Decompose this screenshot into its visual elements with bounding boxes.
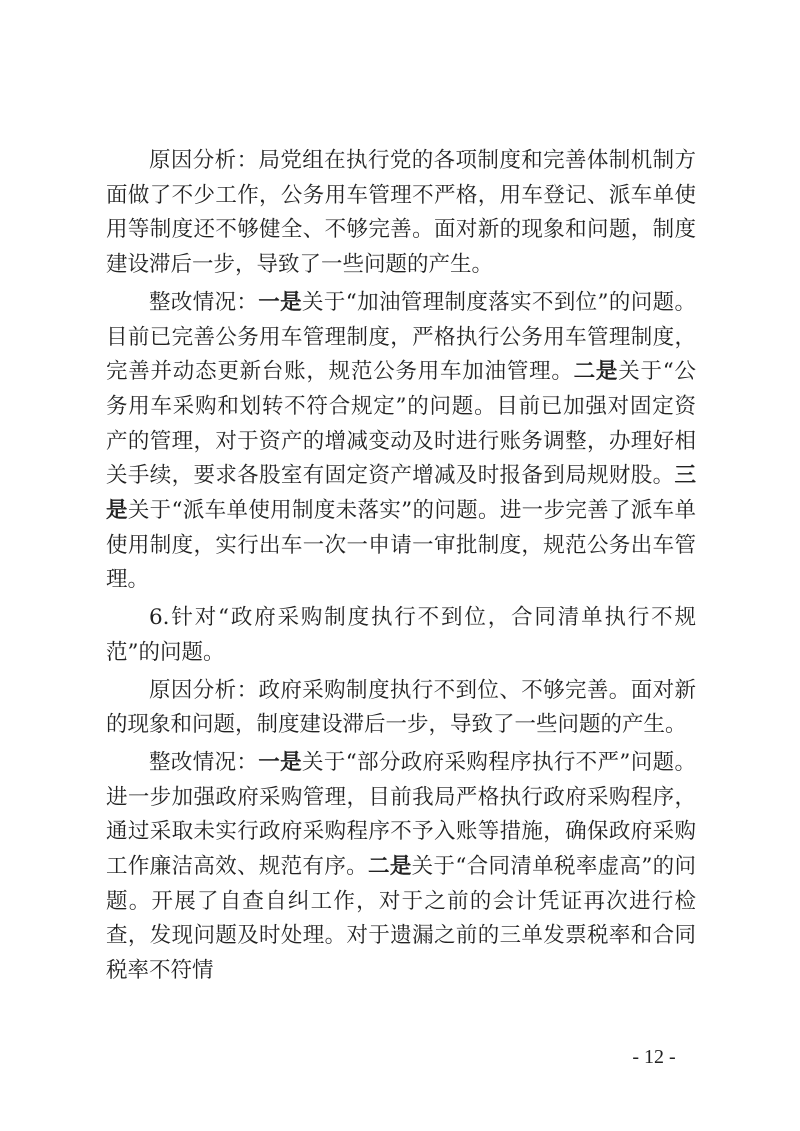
paragraph-rectification-procurement	[106, 746, 696, 989]
paragraph-text: 原因分析：局党组在执行党的各项制度和完善体制机制方面做了不少工作，公务用车管理不严格，用车登记、派车单使用等制度还不够健全、不够完善。面对新的现象和问题，制度建设滞后一步，导致了一些问题的产生。	[106, 148, 696, 278]
document-body	[106, 144, 696, 989]
paragraph-text: 整改情况：	[149, 289, 259, 315]
item-marker-two: 二是	[573, 359, 619, 385]
item-marker-three: 三是	[106, 463, 696, 524]
item-marker-one: 一是	[258, 749, 303, 775]
paragraph-text: 原因分析：政府采购制度执行不到位、不够完善。面对新的现象和问题，制度建设滞后一步，导致了一些问题的产生。	[106, 677, 696, 738]
item-marker-one: 一是	[258, 289, 303, 315]
paragraph-text: 关于“加油管理制度落实不到位”的问题。目前已完善公务用车管理制度，严格执行公务用车管理制度，完善并动态更新台账，规范公务用车加油管理。	[106, 289, 696, 385]
paragraph-text: 整改情况：	[149, 749, 259, 775]
paragraph-cause-analysis-procurement	[106, 674, 696, 743]
section-heading-text: 6.针对“政府采购制度执行不到位，合同清单执行不规范”的问题。	[106, 605, 696, 665]
paragraph-text: 关于“部分政府采购程序执行不严”问题。进一步加强政府采购管理，目前我局严格执行政府采购程序，通过采取未实行政府采购程序不予入账等措施，确保政府采购工作廉洁高效、规范有序。	[106, 749, 696, 880]
paragraph-text: 关于“公务用车采购和划转不符合规定”的问题。目前已加强对固定资产的管理，对于资产的增减变动及时进行账务调整，办理好相关手续，要求各股室有固定资产增减及时报备到局规财股。	[106, 359, 696, 489]
page-number: - 12 -	[632, 1046, 676, 1068]
paragraph-text: 关于“合同清单税率虚高”的问题。开展了自查自纠工作，对于之前的会计凭证再次进行检查，发现问题及时处理。对于遗漏之前的三单发票税率和合同税率不符情	[106, 854, 696, 984]
section-heading-procurement	[106, 601, 696, 670]
paragraph-rectification-vehicles	[106, 286, 696, 598]
paragraph-text: 关于“派车单使用制度未落实”的问题。进一步完善了派车单使用制度，实行出车一次一申请一审批制度，规范公务出车管理。	[106, 498, 696, 593]
paragraph-cause-analysis-vehicles	[106, 144, 696, 283]
item-marker-two: 二是	[368, 854, 412, 880]
